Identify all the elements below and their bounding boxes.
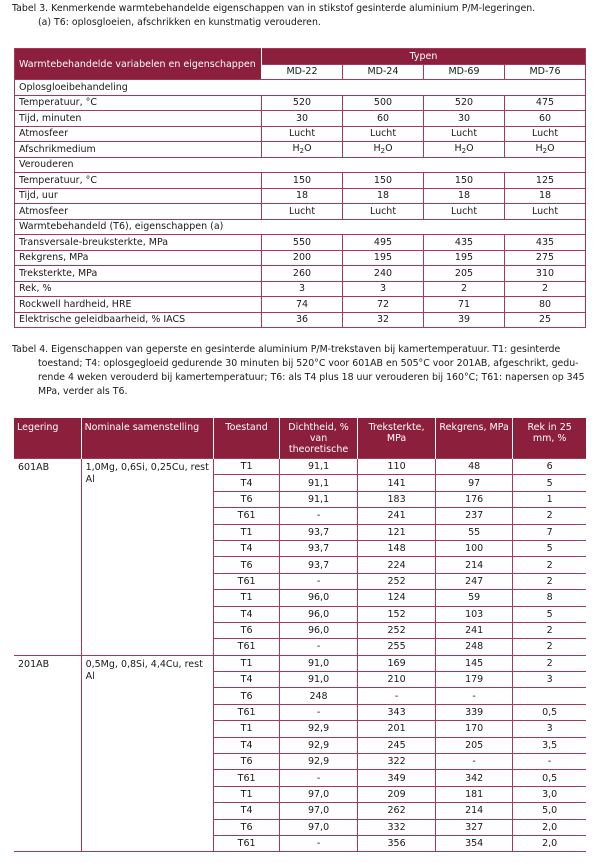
table4-cell: 179	[436, 672, 513, 688]
table4-cell: T6	[214, 754, 280, 770]
table3-cell: Lucht	[424, 204, 505, 220]
table3-cell: $H_2O$	[505, 142, 586, 158]
table3-cell: 3	[262, 281, 343, 297]
table3-type: MD-69	[424, 64, 505, 80]
table4-cell: 91,1	[279, 459, 357, 475]
table3-cell: 260	[262, 266, 343, 282]
table4-cell: 91,1	[279, 475, 357, 491]
table3-row-label: Rekgrens, MPa	[15, 250, 262, 266]
table4-header: Toestand	[214, 418, 280, 459]
table4-cell: T6	[214, 819, 280, 835]
table3-section-row	[15, 219, 586, 235]
table3-cell: 18	[424, 188, 505, 204]
table4-cell: 91,0	[279, 655, 357, 671]
table3-section-label: Warmtebehandeld (T6), eigenschappen (a)	[15, 219, 586, 235]
table4-cell: 2,0	[513, 819, 586, 835]
table4-cell: 322	[358, 754, 436, 770]
table4-cell: 248	[279, 688, 357, 704]
table4-cell: T1	[214, 459, 280, 475]
table4-cell	[513, 688, 586, 704]
table4-cell: 110	[358, 459, 436, 475]
table4-cell: 7	[513, 524, 586, 540]
table4-cell: 96,0	[279, 622, 357, 638]
table3-caption-line2: (a) T6: oplosgloeien, afschrikken en kunstmatig verouderen.	[38, 17, 321, 28]
table3-cell: Lucht	[262, 126, 343, 142]
table3-row	[15, 266, 586, 282]
table3-cell: 39	[424, 312, 505, 328]
table4-cell: T6	[214, 491, 280, 507]
table3-cell: 32	[343, 312, 424, 328]
table3-row-label: Rek, %	[15, 281, 262, 297]
table3-cell: 30	[262, 111, 343, 127]
table4-cell: 124	[358, 590, 436, 606]
table4-cell: 2	[513, 655, 586, 671]
table4-cell: 5,0	[513, 803, 586, 819]
table3-section-label: Verouderen	[15, 157, 586, 173]
table4-header-row	[14, 418, 586, 459]
table4-cell: 92,9	[279, 754, 357, 770]
table4-cell: 169	[358, 655, 436, 671]
table4-cell: T1	[214, 786, 280, 802]
table3-cell: 200	[262, 250, 343, 266]
table3-cell: 36	[262, 312, 343, 328]
table4-cell: 92,9	[279, 721, 357, 737]
table3-row-label: Temperatuur, °C	[15, 95, 262, 111]
table4-cell: 245	[358, 737, 436, 753]
table4-cell: 96,0	[279, 590, 357, 606]
table4-cell: 0,5	[513, 704, 586, 720]
table4-cell: T1	[214, 590, 280, 606]
table3-type: MD-76	[505, 64, 586, 80]
table3-row	[15, 250, 586, 266]
table3-row-label: Tijd, uur	[15, 188, 262, 204]
table3-cell: 60	[343, 111, 424, 127]
table4-caption-line1: Tabel 4. Eigenschappen van geperste en gesinterde aluminium P/M-trekstaven bij kamertemperatuur. T1: gesinterde	[12, 344, 561, 355]
table4-header: Legering	[14, 418, 81, 459]
table4-cell: T61	[214, 704, 280, 720]
table3-cell: 3	[343, 281, 424, 297]
table3-row	[15, 204, 586, 220]
table4-header: Rekgrens, MPa	[436, 418, 513, 459]
table4-cell: 141	[358, 475, 436, 491]
table3-cell: $H_2O$	[262, 142, 343, 158]
table4-cell: 252	[358, 622, 436, 638]
table3-row	[15, 173, 586, 189]
table4-cell: 59	[436, 590, 513, 606]
table3-cell: 500	[343, 95, 424, 111]
table3-row-label: Tijd, minuten	[15, 111, 262, 127]
table4-cell: T61	[214, 639, 280, 655]
table3-row-label: Atmosfeer	[15, 204, 262, 220]
table4-cell: 327	[436, 819, 513, 835]
table4-cell: -	[279, 704, 357, 720]
table3-cell: 2	[424, 281, 505, 297]
table3-row	[15, 142, 586, 158]
table3-cell: 520	[262, 95, 343, 111]
table4-cell: 93,7	[279, 557, 357, 573]
table4-cell: 252	[358, 573, 436, 589]
table4-cell: 214	[436, 557, 513, 573]
table4-cell: -	[279, 639, 357, 655]
table4-cell: 2	[513, 557, 586, 573]
table3-cell: 125	[505, 173, 586, 189]
table3-cell: 18	[505, 188, 586, 204]
table3-cell: 435	[424, 235, 505, 251]
table3-cell: Lucht	[262, 204, 343, 220]
table4-cell: T1	[214, 524, 280, 540]
table4-cell: 247	[436, 573, 513, 589]
table3-cell: 80	[505, 297, 586, 313]
table3-row-label: Temperatuur, °C	[15, 173, 262, 189]
table4-cell: T4	[214, 606, 280, 622]
table4-cell: T4	[214, 540, 280, 556]
table4-cell: 91,1	[279, 491, 357, 507]
table4-cell: T61	[214, 508, 280, 524]
table4-cell: -	[436, 754, 513, 770]
table4-cell: T61	[214, 835, 280, 851]
table4-cell: T4	[214, 737, 280, 753]
table4	[14, 418, 586, 852]
table4-cell: 170	[436, 721, 513, 737]
table4-cell: 255	[358, 639, 436, 655]
table3-cell: 18	[343, 188, 424, 204]
table4-cell: 55	[436, 524, 513, 540]
table4-cell: -	[358, 688, 436, 704]
table3	[14, 48, 586, 328]
table4-cell: 148	[358, 540, 436, 556]
table4-cell: 2,0	[513, 835, 586, 851]
table3-row-label: Treksterkte, MPa	[15, 266, 262, 282]
table4-cell: 121	[358, 524, 436, 540]
table3-section-row	[15, 80, 586, 96]
table3-section-row	[15, 157, 586, 173]
table3-cell: 475	[505, 95, 586, 111]
table4-cell: 5	[513, 606, 586, 622]
table4-cell: -	[513, 754, 586, 770]
table4-cell: 3	[513, 721, 586, 737]
table4-alloy: 601AB	[14, 459, 81, 656]
table4-row	[14, 459, 586, 475]
table4-cell: T61	[214, 770, 280, 786]
table3-cell: 195	[424, 250, 505, 266]
table3-types-label: Typen	[262, 49, 586, 65]
table4-cell: -	[279, 508, 357, 524]
table4-cell: 210	[358, 672, 436, 688]
table4-cell: 2	[513, 573, 586, 589]
table3-cell: 435	[505, 235, 586, 251]
table4-cell: -	[436, 688, 513, 704]
table4-cell: 97,0	[279, 803, 357, 819]
table4-cell: 93,7	[279, 524, 357, 540]
table3-row-label: Rockwell hardheid, HRE	[15, 297, 262, 313]
table3-cell: 71	[424, 297, 505, 313]
table4-alloy: 201AB	[14, 655, 81, 852]
table4-cell: 97	[436, 475, 513, 491]
table3-cell: Lucht	[505, 204, 586, 220]
table4-cell: 93,7	[279, 540, 357, 556]
table3-row	[15, 235, 586, 251]
table3-cell: 25	[505, 312, 586, 328]
table4-cell: 97,0	[279, 819, 357, 835]
table3-row	[15, 312, 586, 328]
table4-caption	[12, 343, 590, 399]
table4-cell: 356	[358, 835, 436, 851]
table3-row-label: Atmosfeer	[15, 126, 262, 142]
table4-cell: T4	[214, 672, 280, 688]
table4-caption-line3: rende 4 weken verouderd bij kamertemperatuur; T6: als T4 plus 18 uur verouderen bij 160°C; T61: napersen op 345	[38, 372, 585, 383]
table4-header: Dichtheid, % van theoretische	[279, 418, 357, 459]
table4-cell: 0,5	[513, 770, 586, 786]
table4-cell: T6	[214, 622, 280, 638]
table3-cell: 550	[262, 235, 343, 251]
table4-cell: T1	[214, 655, 280, 671]
table3-caption	[12, 2, 535, 30]
table4-cell: 3,0	[513, 786, 586, 802]
table3-row	[15, 111, 586, 127]
table3-cell: 74	[262, 297, 343, 313]
table4-cell: 145	[436, 655, 513, 671]
table4-cell: T4	[214, 803, 280, 819]
table4-cell: 152	[358, 606, 436, 622]
table3-type: MD-22	[262, 64, 343, 80]
table4-cell: 241	[436, 622, 513, 638]
table3-row-label: Transversale-breuksterkte, MPa	[15, 235, 262, 251]
table4-cell: 183	[358, 491, 436, 507]
table4-header: Nominale samenstelling	[81, 418, 214, 459]
table4-cell: 2	[513, 508, 586, 524]
table3-header-row	[15, 49, 586, 65]
table3-cell: 495	[343, 235, 424, 251]
table3-cell: 240	[343, 266, 424, 282]
table3-cell: 150	[424, 173, 505, 189]
table4-cell: T6	[214, 688, 280, 704]
table4-cell: -	[279, 835, 357, 851]
table4-cell: 103	[436, 606, 513, 622]
table3-row-label: Afschrikmedium	[15, 142, 262, 158]
table4-cell: 214	[436, 803, 513, 819]
table3-cell: 310	[505, 266, 586, 282]
table4-cell: 343	[358, 704, 436, 720]
table3-cell: 205	[424, 266, 505, 282]
table4-cell: 5	[513, 475, 586, 491]
table4-cell: -	[279, 573, 357, 589]
table4-header: Rek in 25 mm, %	[513, 418, 586, 459]
table4-cell: 237	[436, 508, 513, 524]
table4-cell: -	[279, 770, 357, 786]
table3-row-label: Elektrische geleidbaarheid, % IACS	[15, 312, 262, 328]
table3-row	[15, 188, 586, 204]
table4-cell: 3,5	[513, 737, 586, 753]
table4-cell: 8	[513, 590, 586, 606]
table3-header-label: Warmtebehandelde variabelen en eigenschappen	[15, 49, 262, 80]
table3-cell: 195	[343, 250, 424, 266]
table4-cell: 241	[358, 508, 436, 524]
table4-cell: 262	[358, 803, 436, 819]
table3-cell: 520	[424, 95, 505, 111]
table4-cell: 201	[358, 721, 436, 737]
table4-cell: 2	[513, 639, 586, 655]
table3-cell: $H_2O$	[343, 142, 424, 158]
table4-cell: 332	[358, 819, 436, 835]
table3-row	[15, 95, 586, 111]
table4-cell: 1	[513, 491, 586, 507]
table4-caption-line2: toestand; T4: oplosgegloeid gedurende 30 minuten bij 520°C voor 601AB en 505°C voor 201AB, afgeschrikt, gedu-	[38, 358, 579, 369]
table4-cell: 100	[436, 540, 513, 556]
table4-composition: 0,5Mg, 0,8Si, 4,4Cu, rest Al	[81, 655, 214, 852]
table4-cell: 339	[436, 704, 513, 720]
table3-cell: Lucht	[424, 126, 505, 142]
table3-cell: 2	[505, 281, 586, 297]
table4-cell: 97,0	[279, 786, 357, 802]
table4-cell: 248	[436, 639, 513, 655]
table4-cell: 176	[436, 491, 513, 507]
table4-row	[14, 655, 586, 671]
table4-cell: 349	[358, 770, 436, 786]
table3-cell: Lucht	[343, 126, 424, 142]
table3-row	[15, 126, 586, 142]
table4-cell: 48	[436, 459, 513, 475]
table4-cell: 2	[513, 622, 586, 638]
table4-cell: 205	[436, 737, 513, 753]
table3-cell: 18	[262, 188, 343, 204]
table3-cell: Lucht	[505, 126, 586, 142]
table3-cell: 60	[505, 111, 586, 127]
table4-cell: T4	[214, 475, 280, 491]
table4-cell: T6	[214, 557, 280, 573]
table4-caption-line4: MPa, verder als T6.	[38, 386, 128, 397]
table4-cell: 209	[358, 786, 436, 802]
table4-cell: 181	[436, 786, 513, 802]
table3-cell: Lucht	[343, 204, 424, 220]
table4-cell: 92,9	[279, 737, 357, 753]
table4-cell: 354	[436, 835, 513, 851]
table4-cell: 3	[513, 672, 586, 688]
table3-section-label: Oplosgloeibehandeling	[15, 80, 586, 96]
table4-cell: 6	[513, 459, 586, 475]
table4-cell: T1	[214, 721, 280, 737]
table3-row	[15, 297, 586, 313]
table3-cell: 150	[343, 173, 424, 189]
table4-header: Treksterkte, MPa	[358, 418, 436, 459]
table3-row	[15, 281, 586, 297]
table4-cell: T61	[214, 573, 280, 589]
table3-cell: 30	[424, 111, 505, 127]
table4-cell: 5	[513, 540, 586, 556]
table3-cell: 150	[262, 173, 343, 189]
table3-cell: 72	[343, 297, 424, 313]
table3-type: MD-24	[343, 64, 424, 80]
table4-cell: 91,0	[279, 672, 357, 688]
table4-cell: 96,0	[279, 606, 357, 622]
table4-cell: 224	[358, 557, 436, 573]
table3-caption-line1: Tabel 3. Kenmerkende warmtebehandelde eigenschappen van in stikstof gesinterde aluminium P/M-legeringen.	[12, 3, 536, 14]
table4-cell: 342	[436, 770, 513, 786]
table3-cell: 275	[505, 250, 586, 266]
table4-composition: 1,0Mg, 0,6Si, 0,25Cu, rest Al	[81, 459, 214, 656]
table3-cell: $H_2O$	[424, 142, 505, 158]
